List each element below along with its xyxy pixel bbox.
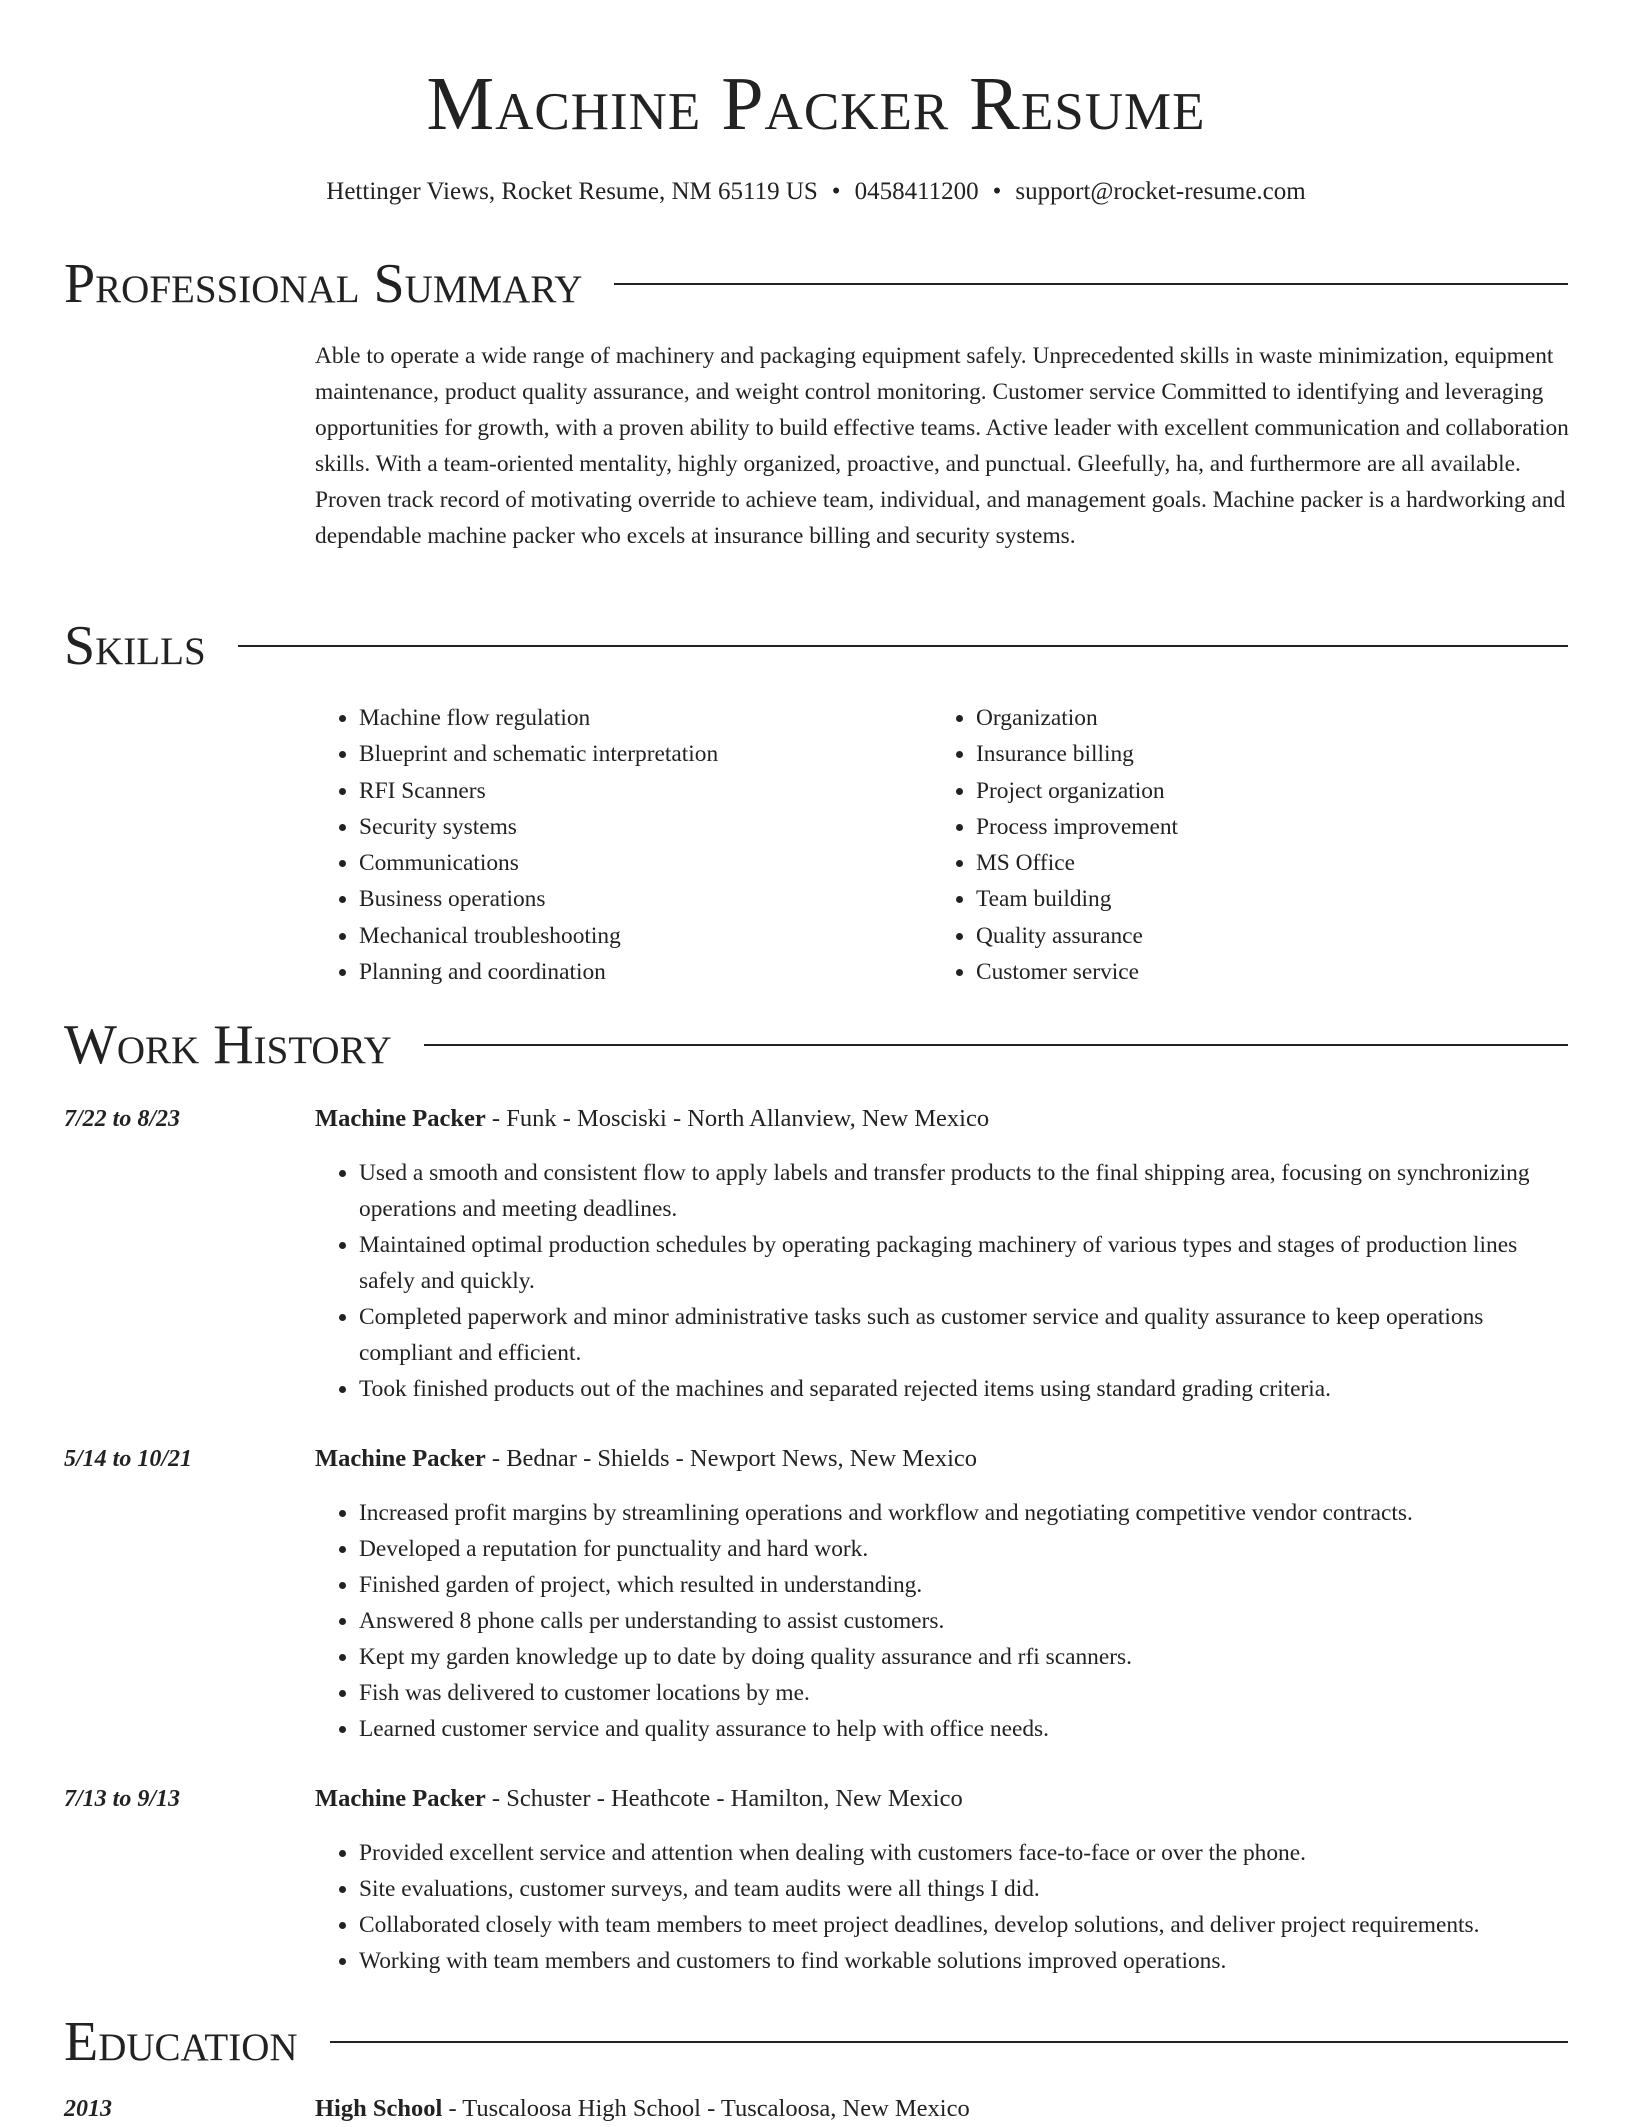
contact-email: support@rocket-resume.com: [1015, 178, 1306, 205]
job-bullet: • Working with team members and customers to find workable solutions improved operations.: [359, 1943, 1568, 1979]
job-bullet: • Provided excellent service and attention when dealing with customers face-to-face or over the phone.: [359, 1835, 1568, 1871]
skills-column-left: [315, 700, 932, 990]
job-bullet: • Increased profit margins by streamlining operations and workflow and negotiating competitive vendor contracts.: [359, 1495, 1568, 1531]
education-details: - Tuscaloosa High School - Tuscaloosa, New Mexico: [442, 2095, 970, 2122]
job-bullet: • Site evaluations, customer surveys, and team audits were all things I did.: [359, 1871, 1568, 1907]
contact-address: Hettinger Views, Rocket Resume, NM 65119 US: [326, 178, 818, 205]
skill-item: • MS Office: [976, 845, 1549, 881]
job-bullet: • Learned customer service and quality assurance to help with office needs.: [359, 1711, 1568, 1747]
contact-line: [0, 174, 1632, 210]
resume-title: Machine Packer Resume: [426, 62, 1206, 146]
job-bullet: • Finished garden of project, which resulted in understanding.: [359, 1567, 1568, 1603]
skill-item: • Security systems: [359, 809, 932, 845]
job-role: Machine Packer: [315, 1445, 486, 1472]
job-bullet: • Answered 8 phone calls per understanding to assist customers.: [359, 1603, 1568, 1639]
skill-item: • Blueprint and schematic interpretation: [359, 736, 932, 772]
section-header-education: [64, 2010, 1568, 2074]
contact-separator: •: [992, 178, 1002, 205]
job-details: - Schuster - Heathcote - Hamilton, New Mexico: [485, 1785, 963, 1812]
job-heading: [315, 1441, 977, 1477]
section-rule: [424, 1044, 1568, 1046]
skill-item: • Project organization: [976, 773, 1549, 809]
job-details: - Funk - Mosciski - North Allanview, New Mexico: [485, 1105, 990, 1132]
section-title-skills: Skills: [64, 615, 206, 677]
section-rule: [238, 645, 1568, 647]
education-heading: [315, 2091, 970, 2127]
skill-item: • Communications: [359, 845, 932, 881]
job-bullets: [315, 1835, 1568, 1979]
job-bullets: [315, 1155, 1568, 1407]
job-heading: [315, 1101, 989, 1137]
skill-item: • Team building: [976, 881, 1549, 917]
job-bullet: • Used a smooth and consistent flow to apply labels and transfer products to the final shipping area, focusing on synchronizing operations and meeting deadlines.: [359, 1155, 1568, 1227]
summary-text: Able to operate a wide range of machinery and packaging equipment safely. Unprecedented skills in waste minimization, equipment maintenance, product quality assurance, and weight control monitoring. Customer service Committed to identifying and leveraging opportunities for growth, with a proven ability to build effective teams. Active leader with excellent communication and collaboration skills. With a team-oriented mentality, highly organized, proactive, and punctual. Gleefully, ha, and furthermore are all available. Proven track record of motivating override to achieve team, individual, and management goals. Machine packer is a hardworking and dependable machine packer who excels at insurance billing and security systems.: [315, 343, 1569, 549]
job-dates: 7/13 to 9/13: [64, 1786, 181, 1812]
skill-item: • Process improvement: [976, 809, 1549, 845]
section-title-work: Work History: [64, 1014, 392, 1076]
section-header-skills: [64, 614, 1568, 678]
skill-item: • Quality assurance: [976, 918, 1549, 954]
skill-item: • Planning and coordination: [359, 954, 932, 990]
section-rule: [330, 2041, 1568, 2043]
skills-column-right: [932, 700, 1549, 990]
job-role: Machine Packer: [315, 1785, 486, 1812]
section-title-summary: Professional Summary: [64, 253, 583, 315]
job-bullet: • Maintained optimal production schedules by operating packaging machinery of various types and stages of production lines safely and quickly.: [359, 1227, 1568, 1299]
job-bullets: [315, 1495, 1568, 1747]
job-bullet: • Completed paperwork and minor administrative tasks such as customer service and quality assurance to keep operations compliant and efficient.: [359, 1299, 1568, 1371]
skill-item: • Customer service: [976, 954, 1549, 990]
job-bullet: • Developed a reputation for punctuality and hard work.: [359, 1531, 1568, 1567]
job-heading: [315, 1781, 963, 1817]
job-bullet: • Collaborated closely with team members to meet project deadlines, develop solutions, and deliver project requirements.: [359, 1907, 1568, 1943]
skill-item: • Mechanical troubleshooting: [359, 918, 932, 954]
section-header-work: [64, 1013, 1568, 1077]
skill-item: • RFI Scanners: [359, 773, 932, 809]
education-degree: High School: [315, 2095, 443, 2122]
section-header-summary: [64, 252, 1568, 316]
job-bullet: • Took finished products out of the machines and separated rejected items using standard grading criteria.: [359, 1371, 1568, 1407]
contact-phone: 0458411200: [854, 178, 979, 205]
job-details: - Bednar - Shields - Newport News, New Mexico: [485, 1445, 978, 1472]
section-rule: [614, 283, 1568, 285]
job-bullet: • Fish was delivered to customer locations by me.: [359, 1675, 1568, 1711]
job-dates: 5/14 to 10/21: [64, 1446, 193, 1472]
contact-separator: •: [831, 178, 841, 205]
job-dates: 7/22 to 8/23: [64, 1106, 181, 1132]
skill-item: • Business operations: [359, 881, 932, 917]
job-bullet: • Kept my garden knowledge up to date by doing quality assurance and rfi scanners.: [359, 1639, 1568, 1675]
job-role: Machine Packer: [315, 1105, 486, 1132]
skill-item: • Organization: [976, 700, 1549, 736]
skill-item: • Machine flow regulation: [359, 700, 932, 736]
education-date: 2013: [64, 2096, 112, 2122]
skills-list: [315, 700, 1568, 990]
skill-item: • Insurance billing: [976, 736, 1549, 772]
section-title-education: Education: [64, 2011, 298, 2073]
